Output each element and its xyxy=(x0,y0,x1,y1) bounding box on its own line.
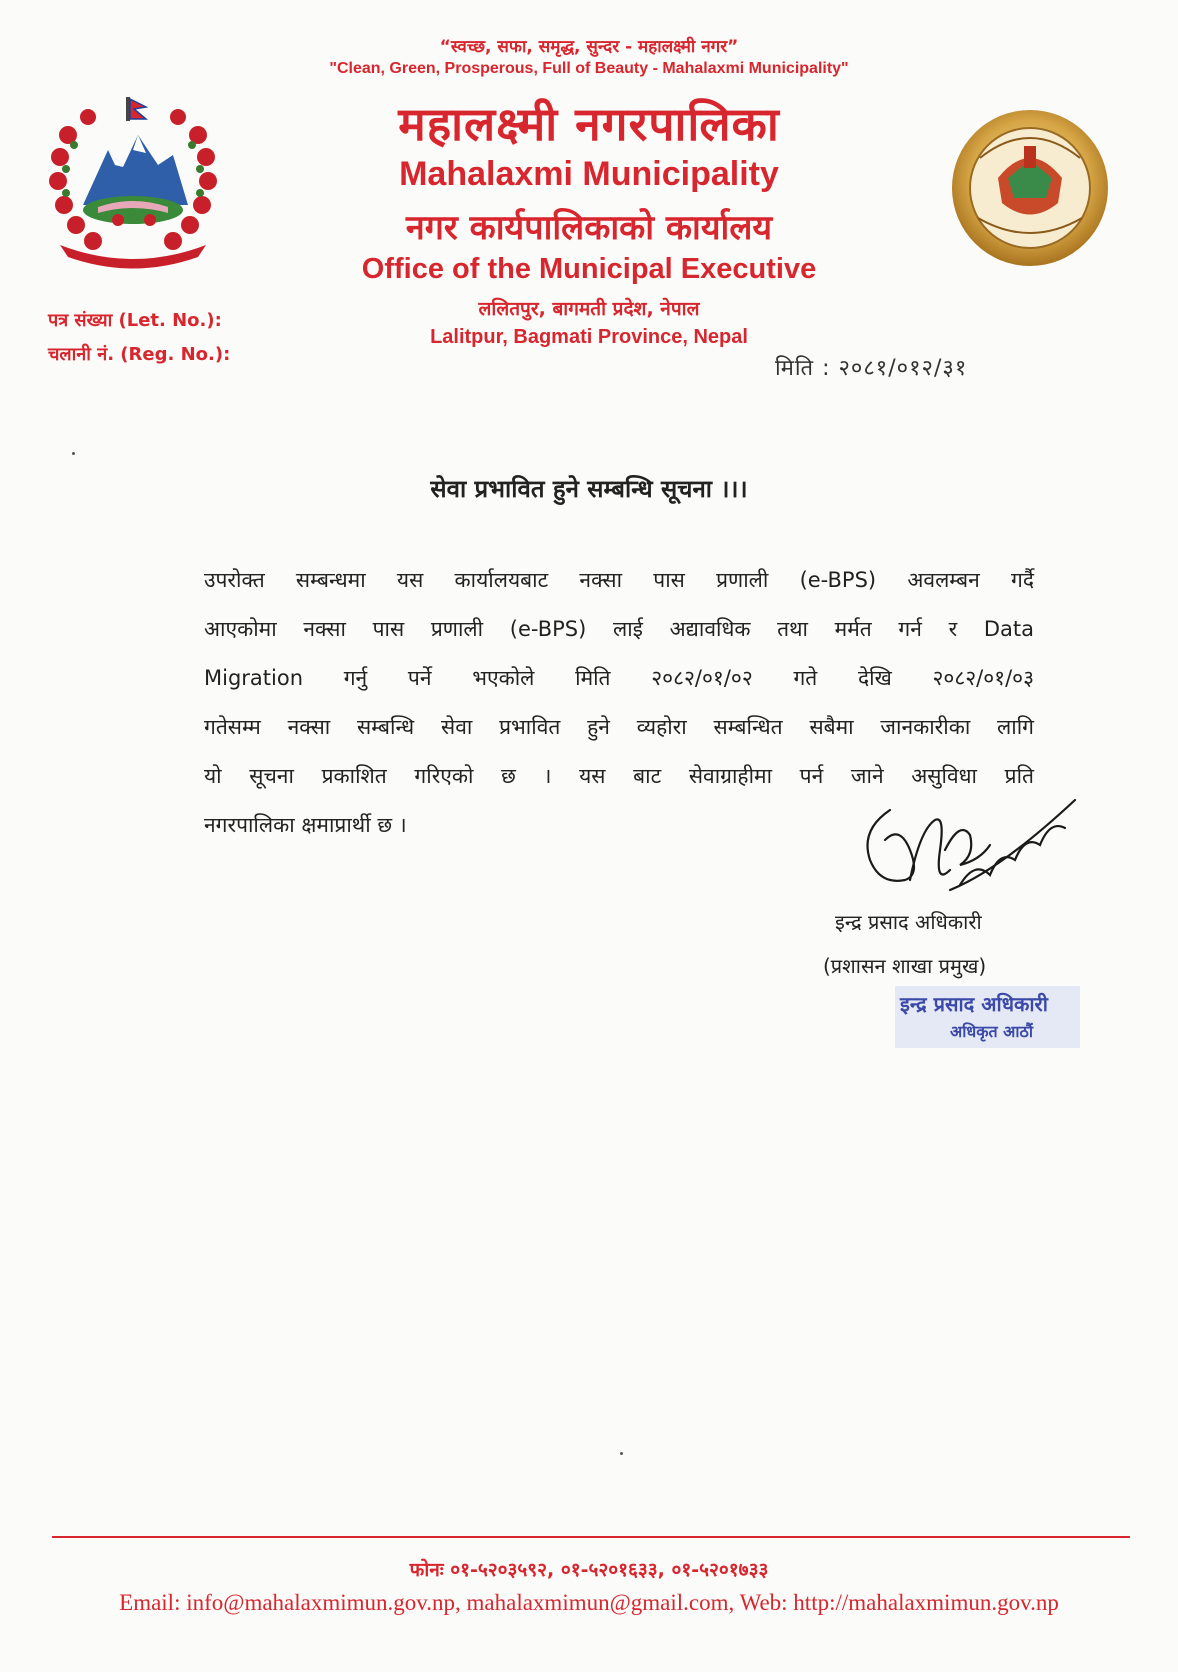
notice-line: Migration गर्नु पर्ने भएकोले मिति २०८२/०१/०२ गते देखि २०८२/०१/०३ xyxy=(204,666,1034,690)
municipality-logo-icon xyxy=(950,108,1110,268)
paper-speck xyxy=(72,452,75,455)
signatory-name: इन्द्र प्रसाद अधिकारी xyxy=(835,910,982,934)
notice-line: उपरोक्त सम्बन्धमा यस कार्यालयबाट नक्सा पास प्रणाली (e-BPS) अवलम्बन गर्दै xyxy=(204,568,1034,592)
notice-line: नगरपालिका क्षमाप्रार्थी छ । xyxy=(204,813,407,837)
stamp-rank: अधिकृत आठौं xyxy=(950,1022,1033,1041)
letter-date: मिति : २०८१/०१२/३१ xyxy=(775,356,968,381)
office-name-english: Office of the Municipal Executive xyxy=(361,253,817,285)
notice-title: सेवा प्रभावित हुने सम्बन्धि सूचना ।।। xyxy=(430,475,748,503)
office-name-nepali: नगर कार्यपालिकाको कार्यालय xyxy=(405,208,773,248)
address-nepali: ललितपुर, बागमती प्रदेश, नेपाल xyxy=(478,298,700,320)
registration-number-label: चलानी नं. (Reg. No.): xyxy=(48,344,231,365)
handwritten-signature xyxy=(850,790,1090,910)
signatory-designation: (प्रशासन शाखा प्रमुख) xyxy=(823,954,987,978)
slogan-nepali: “स्वच्छ, सफा, समृद्ध, सुन्दर - महालक्ष्मी नगर” xyxy=(439,37,739,57)
footer-divider xyxy=(52,1536,1130,1538)
notice-line: गतेसम्म नक्सा सम्बन्धि सेवा प्रभावित हुने व्यहोरा सम्बन्धित सबैमा जानकारीका लागि xyxy=(204,715,1034,739)
notice-line: यो सूचना प्रकाशित गरिएको छ । यस बाट सेवाग्राहीमा पर्न जाने असुविधा प्रति xyxy=(204,764,1034,788)
paper-speck xyxy=(620,1452,623,1455)
slogan-english: "Clean, Green, Prosperous, Full of Beauty - Mahalaxmi Municipality" xyxy=(329,60,849,77)
notice-line: आएकोमा नक्सा पास प्रणाली (e-BPS) लाई अद्यावधिक तथा मर्मत गर्न र Data xyxy=(204,617,1034,641)
letter-number-label: पत्र संख्या (Let. No.): xyxy=(48,310,222,331)
municipality-name-nepali: महालक्ष्मी नगरपालिका xyxy=(398,97,780,151)
stamp-name: इन्द्र प्रसाद अधिकारी xyxy=(900,992,1048,1016)
footer-contact: Email: info@mahalaxmimun.gov.np, mahalaxmimun@gmail.com, Web: http://mahalaxmimun.gov.np xyxy=(119,1590,1059,1615)
address-english: Lalitpur, Bagmati Province, Nepal xyxy=(430,326,748,348)
footer-phone: फोनः ०१-५२०३५९२, ०१-५२०१६३३, ०१-५२०१७३३ xyxy=(409,1559,769,1581)
municipality-name-english: Mahalaxmi Municipality xyxy=(399,155,779,193)
nepal-emblem-icon xyxy=(38,95,228,270)
